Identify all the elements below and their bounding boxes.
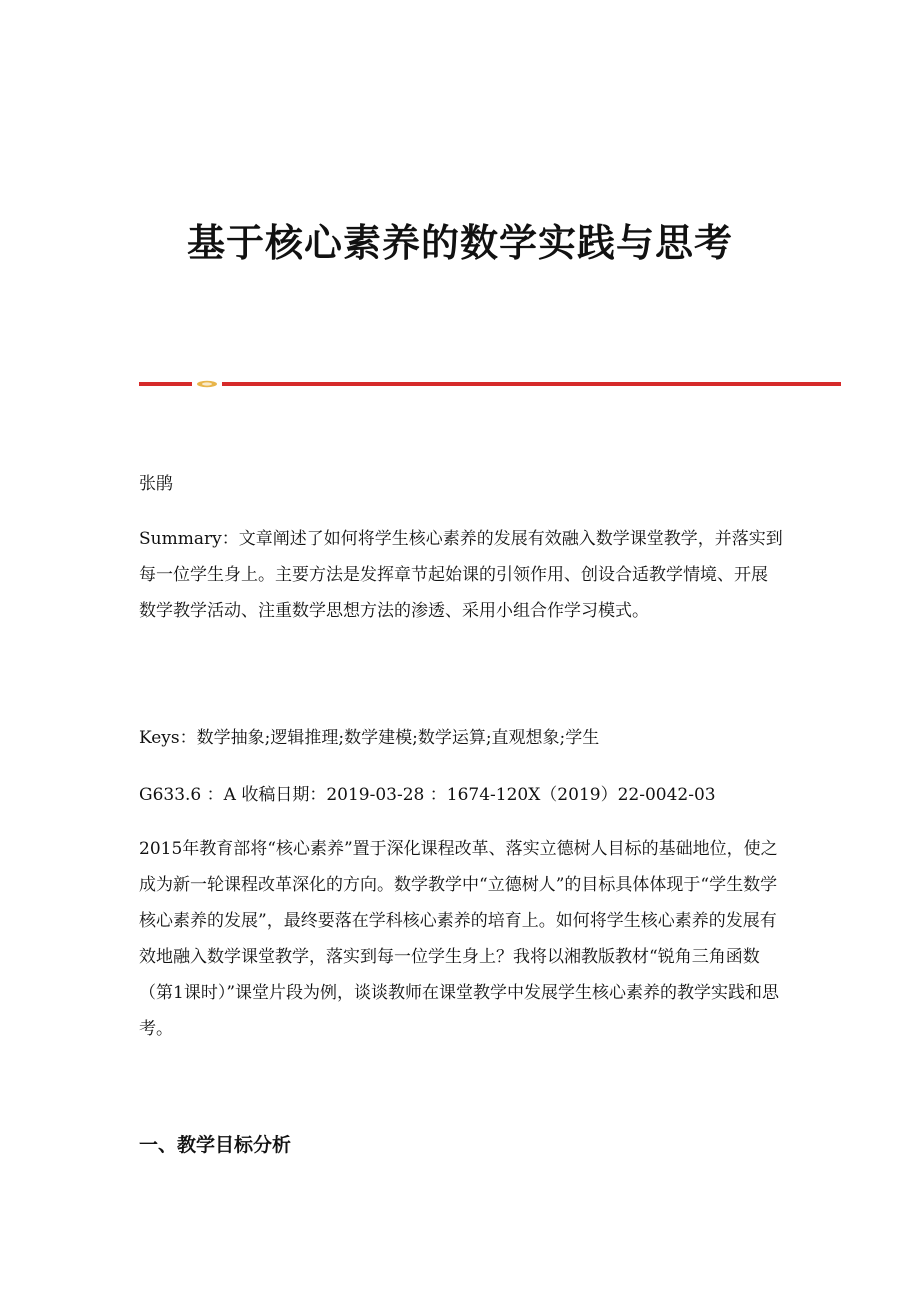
- section-heading: 一、教学目标分析: [139, 1134, 292, 1156]
- divider-ornament-icon: [196, 380, 218, 388]
- document-title: 基于核心素养的数学实践与思考: [186, 221, 733, 265]
- body-paragraph: 2015年教育部将“核心素养”置于深化课程改革、落实立德树人目标的基础地位，使之成为新一轮课程改革深化的方向。数学教学中“立德树人”的目标具体体现于“学生数学核心素养的发展”，最终要落在学科核心素养的培育上。如何将学生核心素养的发展有效地融入数学课堂教学，落实到每一位学生身上？我将以湘教版教材“锐角三角函数（第1课时）”课堂片段为例，谈谈教师在课堂教学中发展学生核心素养的教学实践和思考。: [139, 839, 780, 1039]
- summary-text: Summary：文章阐述了如何将学生核心素养的发展有效融入数学课堂教学，并落实到每一位学生身上。主要方法是发挥章节起始课的引领作用、创设合适教学情境、开展数学教学活动、注重数学思想方法的渗透、采用小组合作学习模式。: [139, 529, 783, 621]
- divider-left-segment: [139, 382, 192, 386]
- title-divider: [139, 380, 841, 388]
- author-name: 张鹃: [139, 474, 173, 494]
- keywords-text: Keys：数学抽象;逻辑推理;数学建模;数学运算;直观想象;学生: [139, 728, 600, 748]
- divider-right-segment: [222, 382, 841, 386]
- classification-meta: G633.6 ：A 收稿日期：2019-03-28 ：1674-120X（2019）22-0042-03: [139, 785, 716, 805]
